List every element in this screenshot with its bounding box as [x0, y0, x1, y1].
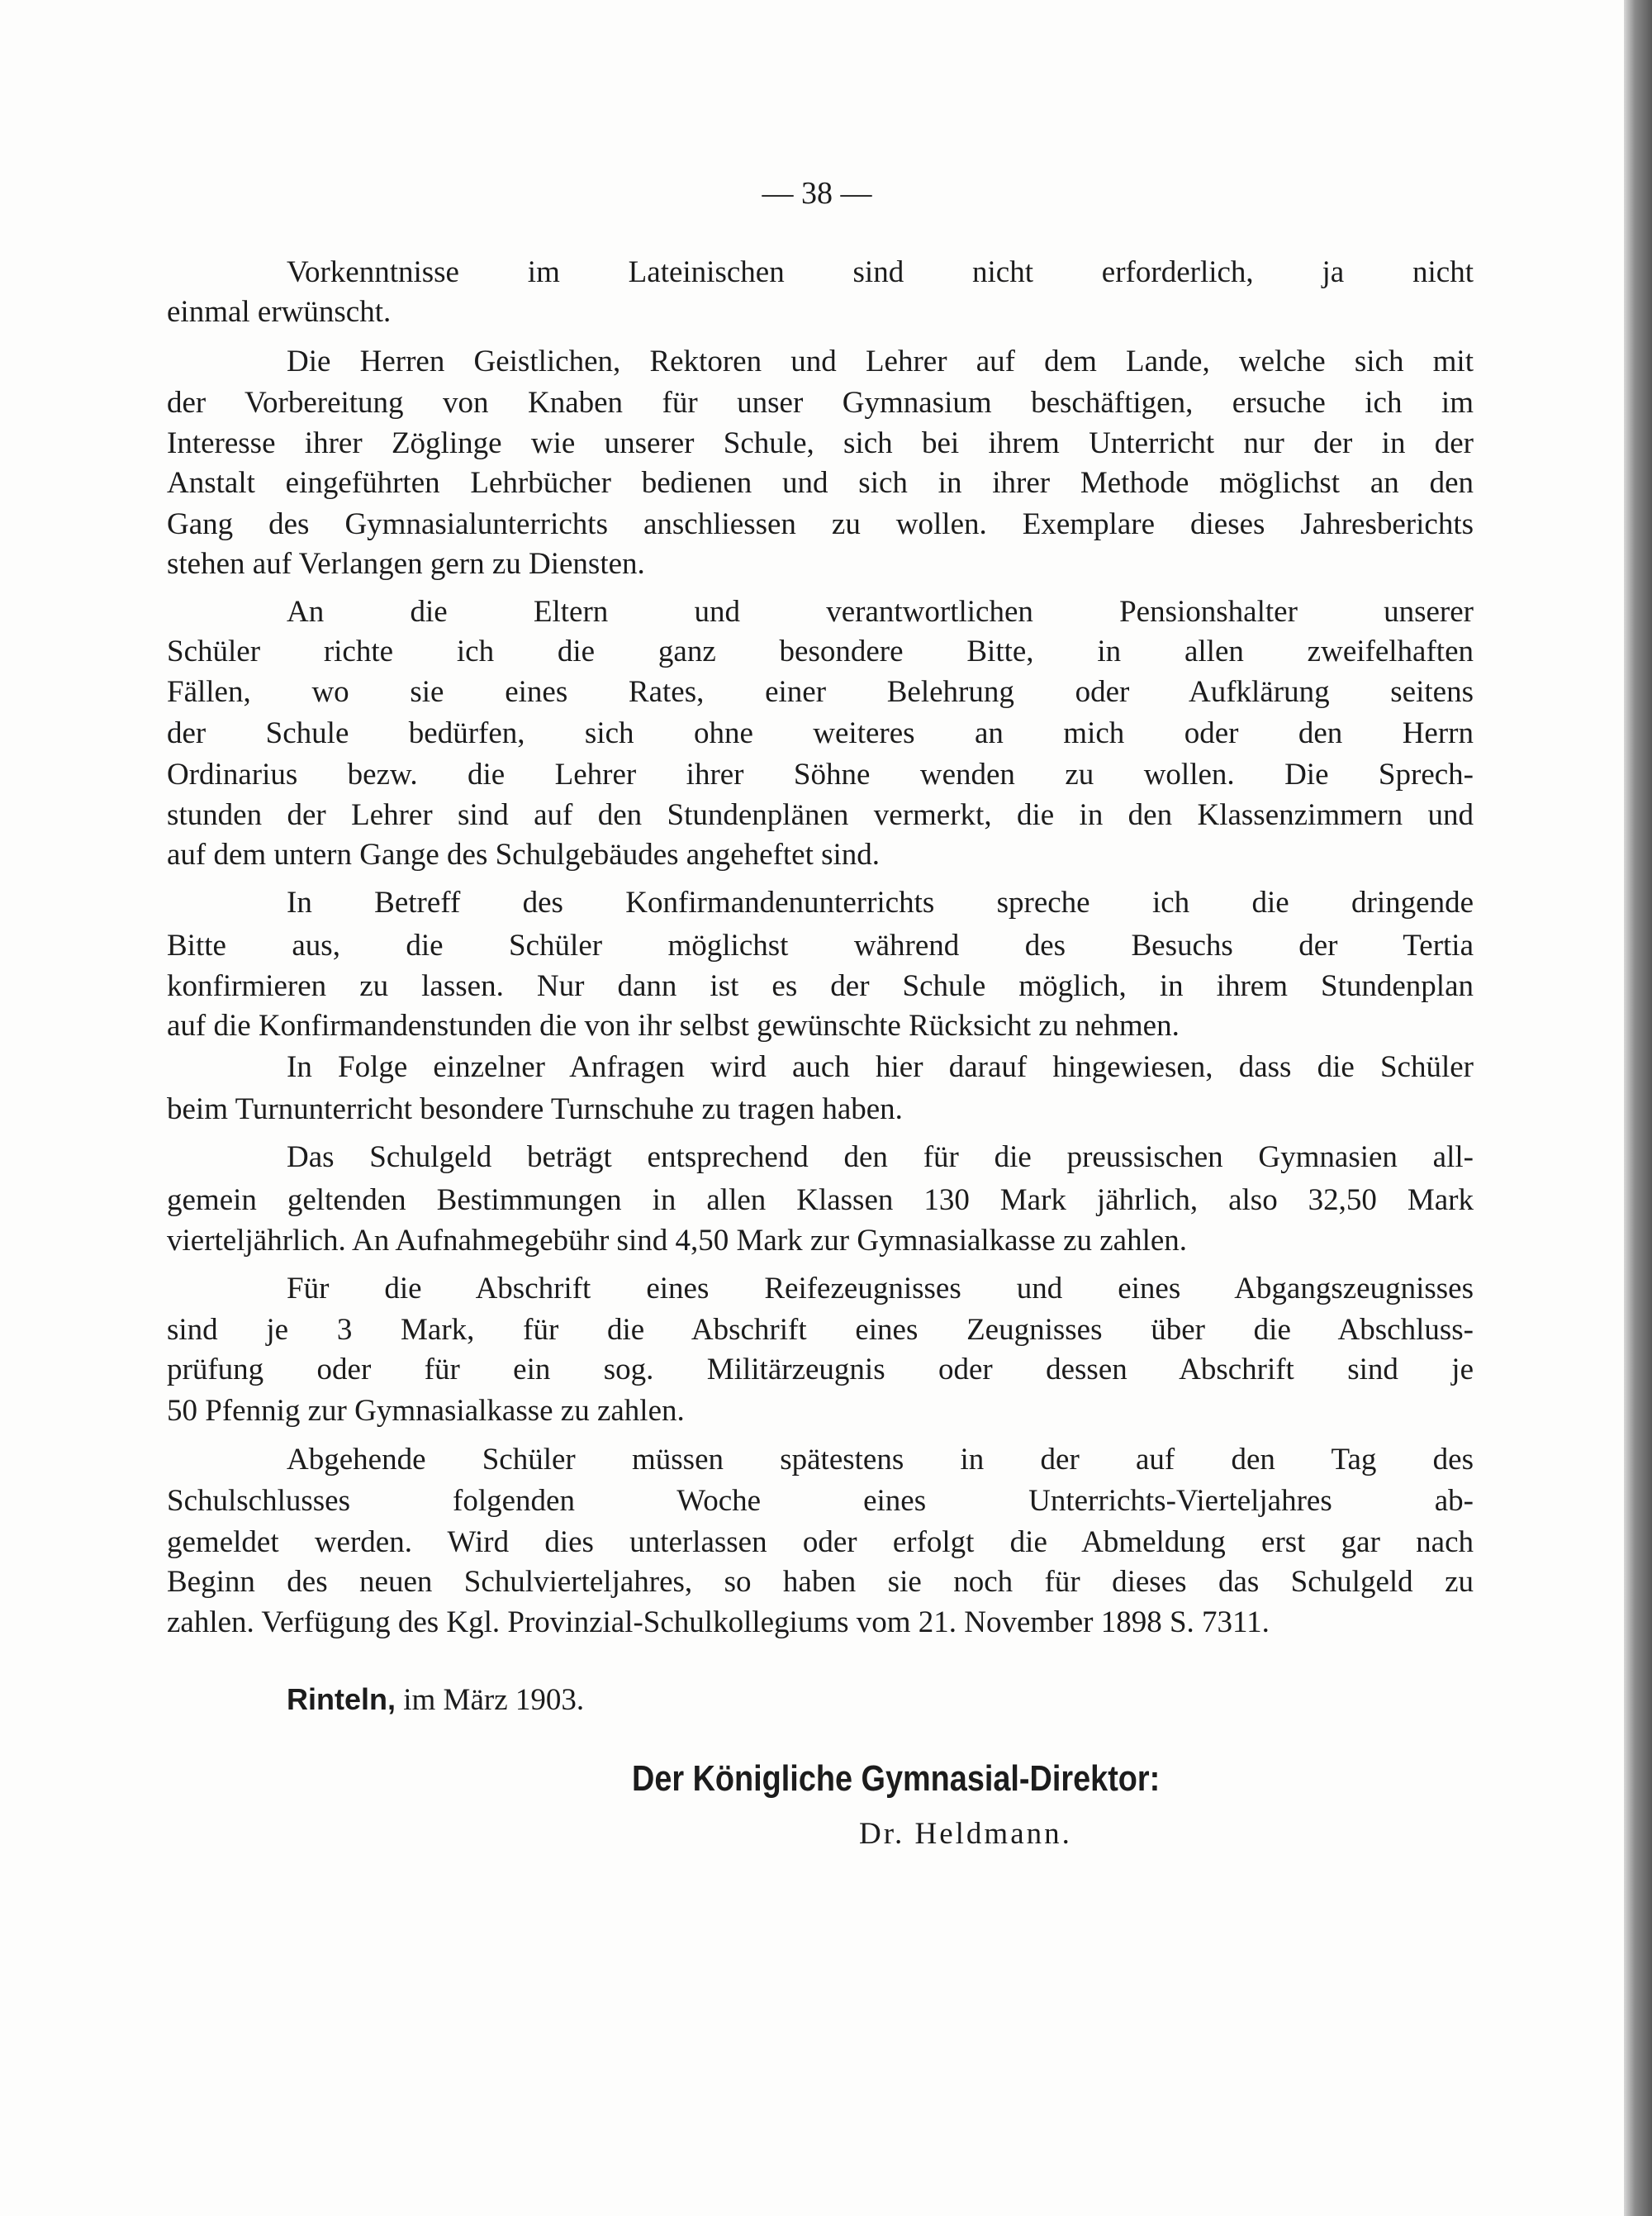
signatory-title: Der Königliche Gymnasial-Direktor:	[632, 1758, 1161, 1799]
text-line: sind je 3 Mark, für die Abschrift eines Zeugnisses über die Abschluss-	[167, 1313, 1474, 1348]
text-line: auf die Konfirmandenstunden die von ihr selbst gewünschte Rücksicht zu nehmen.	[167, 1009, 1180, 1044]
signature: Dr. Heldmann.	[859, 1817, 1072, 1851]
page-number: — 38 —	[762, 176, 872, 211]
text-line: 50 Pfennig zur Gymnasialkasse zu zahlen.	[167, 1393, 685, 1428]
text-line: beim Turnunterricht besondere Turnschuhe zu tragen haben.	[167, 1092, 903, 1127]
text-line: Gang des Gymnasialunterrichts anschliessen zu wollen. Exemplare dieses Jahresberichts	[167, 506, 1474, 541]
page-edge-shadow	[1624, 0, 1652, 2216]
text-line: Für die Abschrift eines Reifezeugnisses und eines Abgangszeugnisses	[287, 1272, 1474, 1306]
text-line: In Betreff des Konfirmandenunterrichts spreche ich die dringende	[287, 886, 1474, 920]
text-line: Fällen, wo sie eines Rates, einer Belehrung oder Aufklärung seitens	[167, 675, 1474, 710]
text-line: Schüler richte ich die ganz besondere Bitte, in allen zweifelhaften	[167, 634, 1474, 668]
text-line: Beginn des neuen Schulvierteljahres, so haben sie noch für dieses das Schulgeld zu	[167, 1564, 1474, 1599]
text-line: stunden der Lehrer sind auf den Stundenplänen vermerkt, die in den Klassenzimmern und	[167, 798, 1474, 833]
text-line: Schulschlusses folgenden Woche eines Unterrichts-Vierteljahres ab-	[167, 1484, 1474, 1519]
text-line: gemein geltenden Bestimmungen in allen Klassen 130 Mark jährlich, also 32,50 Mark	[167, 1182, 1474, 1217]
text-line: In Folge einzelner Anfragen wird auch hier darauf hingewiesen, dass die Schüler	[287, 1049, 1474, 1084]
text-line: An die Eltern und verantwortlichen Pensionshalter unserer	[287, 594, 1474, 629]
place-date-line	[287, 1682, 584, 1718]
text-line: einmal erwünscht.	[167, 295, 392, 330]
text-line: der Vorbereitung von Knaben für unser Gymnasium beschäftigen, ersuche ich im	[167, 385, 1474, 420]
text-line: der Schule bedürfen, sich ohne weiteres an mich oder den Herrn	[167, 716, 1474, 750]
text-line: Die Herren Geistlichen, Rektoren und Lehrer auf dem Lande, welche sich mit	[287, 344, 1474, 378]
place: Rinteln,	[287, 1682, 396, 1716]
text-line: auf dem untern Gange des Schulgebäudes angeheftet sind.	[167, 838, 881, 873]
text-line: Anstalt eingeführten Lehrbücher bedienen und sich in ihrer Methode möglichst an den	[167, 466, 1474, 501]
text-line: vierteljährlich. An Aufnahmegebühr sind 4,50 Mark zur Gymnasialkasse zu zahlen.	[167, 1224, 1188, 1258]
text-line: gemeldet werden. Wird dies unterlassen oder erfolgt die Abmeldung erst gar nach	[167, 1524, 1474, 1559]
date: im März 1903.	[403, 1683, 585, 1717]
text-line: Bitte aus, die Schüler möglichst während des Besuchs der Tertia	[167, 928, 1474, 963]
text-line: stehen auf Verlangen gern zu Diensten.	[167, 546, 645, 581]
text-line: prüfung oder für ein sog. Militärzeugnis oder dessen Abschrift sind je	[167, 1352, 1474, 1386]
text-line: Das Schulgeld beträgt entsprechend den für die preussischen Gymnasien all-	[287, 1140, 1474, 1175]
text-line: Abgehende Schüler müssen spätestens in der auf den Tag des	[287, 1443, 1474, 1477]
text-line: konfirmieren zu lassen. Nur dann ist es der Schule möglich, in ihrem Stundenplan	[167, 969, 1474, 1004]
text-line: Interesse ihrer Zöglinge wie unserer Schule, sich bei ihrem Unterricht nur der in der	[167, 426, 1474, 461]
text-line: zahlen. Verfügung des Kgl. Provinzial-Schulkollegiums vom 21. November 1898 S. 7311.	[167, 1605, 1270, 1640]
text-line: Ordinarius bezw. die Lehrer ihrer Söhne wenden zu wollen. Die Sprech-	[167, 757, 1474, 792]
text-line: Vorkenntnisse im Lateinischen sind nicht erforderlich, ja nicht	[287, 255, 1474, 290]
